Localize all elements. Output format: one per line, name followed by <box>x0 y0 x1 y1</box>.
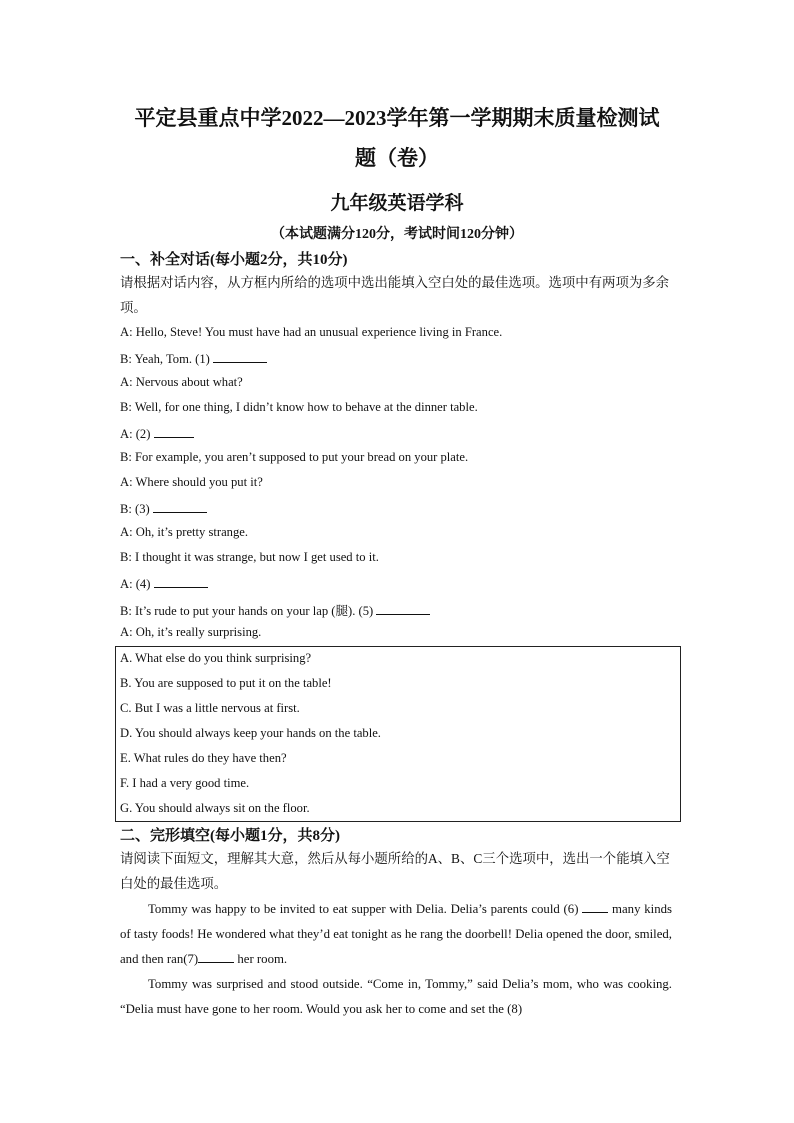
option-f: F. I had a very good time. <box>120 776 250 790</box>
dialogue-line-13: A: Oh, it’s really surprising. <box>120 625 262 639</box>
dialogue-line-12 <box>120 600 430 619</box>
dialogue-line-1: A: Hello, Steve! You must have had an unusual experience living in France. <box>120 325 503 339</box>
score-time-note: （本试题满分120分，考试时间120分钟） <box>271 227 523 242</box>
dialogue-text: A: (4) <box>120 577 151 591</box>
option-g: G. You should always sit on the floor. <box>120 801 310 815</box>
dialogue-line-8 <box>120 500 207 517</box>
answer-blank-3[interactable] <box>153 500 207 513</box>
answer-blank-6[interactable] <box>582 900 608 913</box>
dialogue-line-3: A: Nervous about what? <box>120 375 243 389</box>
option-e: E. What rules do they have then? <box>120 751 287 765</box>
passage-paragraph-1 <box>120 897 672 972</box>
dialogue-text: B: It’s rude to put your hands on your lap (腿). (5) <box>120 604 374 618</box>
subject-title: 九年级英语学科 <box>330 193 464 214</box>
option-a: A. What else do you think surprising? <box>120 651 312 665</box>
dialogue-line-6: B: For example, you aren’t supposed to put your bread on your plate. <box>120 450 469 464</box>
option-d: D. You should always keep your hands on the table. <box>120 726 381 740</box>
dialogue-line-10: B: I thought it was strange, but now I get used to it. <box>120 550 379 564</box>
dialogue-text: B: (3) <box>120 502 150 516</box>
option-b: B. You are supposed to put it on the table! <box>120 676 332 690</box>
dialogue-line-11 <box>120 575 208 592</box>
dialogue-line-9: A: Oh, it’s pretty strange. <box>120 525 249 539</box>
dialogue-line-5 <box>120 425 194 442</box>
section1-instructions: 请根据对话内容，从方框内所给的选项中选出能填入空白处的最佳选项。选项中有两项为多余项。 <box>120 275 670 315</box>
dialogue-text: A: (2) <box>120 427 151 441</box>
option-c: C. But I was a little nervous at first. <box>120 701 300 715</box>
answer-blank-5[interactable] <box>376 602 430 615</box>
dialogue-line-2 <box>120 350 267 367</box>
answer-blank-4[interactable] <box>154 575 208 588</box>
exam-title-line2: 题（卷） <box>355 146 439 170</box>
answer-blank-2[interactable] <box>154 425 194 438</box>
section2-instructions: 请阅读下面短文，理解其大意，然后从每小题所给的A、B、C三个选项中，选出一个能填入空白处的最佳选项。 <box>120 851 670 891</box>
passage-text: her room. <box>237 952 288 966</box>
options-box <box>115 646 681 822</box>
passage-text: Tommy was happy to be invited to eat supper with Delia. Delia’s parents could (6) <box>148 902 579 916</box>
dialogue-line-7: A: Where should you put it? <box>120 475 263 489</box>
answer-blank-1[interactable] <box>213 350 267 363</box>
passage-paragraph-2: Tommy was surprised and stood outside. “Come in, Tommy,” said Delia’s mom, who was cooking. “Delia must have gone to her room. Would you ask her to come and set the (8) <box>120 977 672 1016</box>
dialogue-line-4: B: Well, for one thing, I didn’t know how to behave at the dinner table. <box>120 400 478 414</box>
answer-blank-7[interactable] <box>198 950 234 963</box>
passage-text: many kinds of tasty foods! He wondered what they’d eat tonight as he rang the doorbell! Delia opened the door, smiled, and then ran(7) <box>120 902 672 966</box>
section1-heading: 一、补全对话(每小题2分，共10分) <box>120 252 348 268</box>
section2-heading: 二、完形填空(每小题1分，共8分) <box>120 828 340 844</box>
dialogue-text: B: Yeah, Tom. (1) <box>120 352 210 366</box>
exam-title-line1: 平定县重点中学2022—2023学年第一学期期末质量检测试 <box>134 106 660 130</box>
